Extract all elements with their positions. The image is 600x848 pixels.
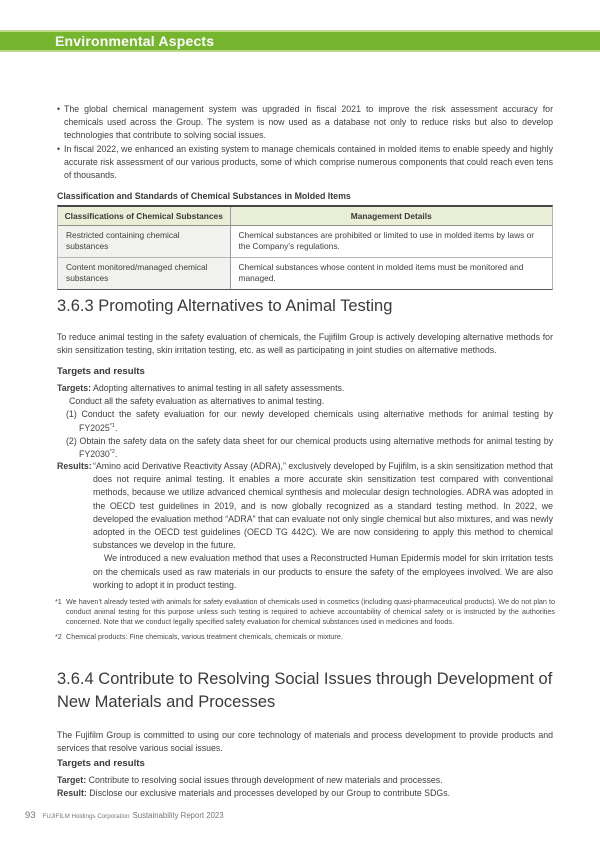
targets-text: Adopting alternatives to animal testing in all safety assessments. bbox=[93, 383, 345, 393]
footnote-ref-1: *1 bbox=[109, 422, 115, 429]
table-header-classifications: Classifications of Chemical Substances bbox=[58, 207, 230, 226]
section-header-title: Environmental Aspects bbox=[55, 33, 215, 49]
section-363-intro: To reduce animal testing in the safety evaluation of chemicals, the Fujifilm Group is actively developing alternative methods for skin sensitization testing, skin irritation testing, etc. as well as participating in joint studies on alternative methods. bbox=[57, 332, 553, 356]
section-header-bar bbox=[0, 30, 600, 52]
targets-item-1 bbox=[66, 408, 553, 434]
section-364-subheading: Targets and results bbox=[57, 758, 145, 769]
footnote-marker: *1 bbox=[55, 597, 62, 606]
footnote-text: Chemical products: Fine chemicals, various treatment chemicals, chemicals or mixture. bbox=[66, 632, 343, 641]
item-number: (2) bbox=[66, 435, 77, 446]
table-header-row bbox=[58, 207, 552, 226]
footnotes bbox=[55, 597, 555, 642]
table-cell-classification: Content monitored/managed chemical substances bbox=[58, 258, 230, 290]
section-363-targets bbox=[57, 382, 553, 461]
bullet-item bbox=[57, 143, 553, 183]
table-cell-details: Chemical substances are prohibited or limited to use in molded items by laws or the Company’s regulations. bbox=[238, 230, 535, 251]
chemical-substances-table bbox=[57, 205, 553, 290]
targets-label: Targets: bbox=[57, 383, 92, 393]
section-364-heading: 3.6.4 Contribute to Resolving Social Issues through Development of New Materials and Processes bbox=[57, 670, 553, 711]
footnote-marker: *2 bbox=[55, 632, 62, 641]
section-364-intro: The Fujifilm Group is committed to using our core technology of materials and process development to provide products and services that resolve various social issues. bbox=[57, 730, 553, 754]
bullet-text: In fiscal 2022, we enhanced an existing system to manage chemicals contained in molded items to enable speedy and highly accurate risk assessment of our various products, some of which comprise numerous components that could reach even tens of thousands. bbox=[64, 143, 553, 181]
bullet-icon: • bbox=[57, 143, 61, 154]
item-tail: . bbox=[114, 422, 118, 433]
footnote-1 bbox=[55, 597, 555, 627]
footnote-2 bbox=[55, 632, 555, 642]
section-363-heading: 3.6.3 Promoting Alternatives to Animal Testing bbox=[57, 297, 393, 315]
targets-line bbox=[57, 382, 553, 395]
results-label: Results: bbox=[57, 461, 92, 471]
target-line bbox=[57, 774, 553, 787]
targets-line: Conduct all the safety evaluation as alternatives to animal testing. bbox=[69, 396, 325, 407]
results-paragraph-1: “Amino acid Derivative Reactivity Assay (ADRA),” exclusively developed by Fujifilm, is a skin sensitization method that does not require animal testing. It enables a more accurate skin sensitization test compared with conventional methods, because we utilize advanced chemical synthesis and molecular design technologies. ADRA was adopted in the OECD test guidelines in 2019, and is now globally recognized as a standard testing method. In 2022, we developed the evaluation method “ADRA” that can evaluate not only single chemical but also mixtures, and was newly adopted in the OECD test guidelines (OECD TG 442C). We are now considering to apply this method to chemical substances we develop in the future. bbox=[93, 461, 553, 551]
table-row bbox=[58, 258, 552, 290]
footnote-text: We haven’t already tested with animals for safety evaluation of chemicals used in cosmetics (including quasi-pharmaceutical products). We do not plan to conduct animal testing for this purpose unless such testing is required to achieve accountability of chemical safety or is instructed by the authorities concerned. Note that we conduct legally specified safety evaluation for chemical substances used in medicines and foods. bbox=[66, 597, 555, 626]
table-title: Classification and Standards of Chemical Substances in Molded Items bbox=[57, 191, 351, 201]
bullet-icon: • bbox=[57, 104, 61, 114]
results-paragraph-2: We introduced a new evaluation method that uses a Reconstructed Human Epidermis model for skin irritation tests on the chemicals used as raw materials in our products to ensure the safety of the employees involved. We are also working to adopt it in product testing. bbox=[93, 553, 553, 590]
table-cell-details: Chemical substances whose content in molded items must be monitored and managed. bbox=[230, 258, 552, 290]
footnote-ref-2: *2 bbox=[109, 449, 115, 456]
footer-company-name: FUJIFILM Holdings Corporation bbox=[42, 813, 130, 820]
table-cell-classification: Restricted containing chemical substances bbox=[58, 226, 230, 258]
section-364-target-result bbox=[57, 774, 553, 800]
page-footer bbox=[25, 810, 224, 821]
section-363-subheading: Targets and results bbox=[57, 366, 145, 377]
bullet-text: The global chemical management system was upgraded in fiscal 2021 to improve the risk assessment accuracy for chemicals used across the Group. The system is now used as a database not only to reduce risks but also to develop technologies that contribute to solving social issues. bbox=[64, 104, 553, 141]
result-line bbox=[57, 787, 553, 800]
table-row bbox=[58, 226, 552, 258]
bullet-item bbox=[57, 103, 553, 143]
table-header-management: Management Details bbox=[230, 207, 552, 226]
result-label: Result: bbox=[57, 788, 87, 799]
results-body bbox=[93, 460, 553, 592]
page-number: 93 bbox=[25, 810, 36, 821]
item-number: (1) bbox=[66, 409, 77, 420]
result-text: Disclose our exclusive materials and processes developed by our Group to contribute SDGs. bbox=[86, 788, 451, 799]
target-label: Target: bbox=[57, 775, 87, 785]
footer-report-title: Sustainability Report 2023 bbox=[132, 811, 224, 820]
targets-item-2 bbox=[66, 435, 553, 461]
target-text: Contribute to resolving social issues through development of new materials and processes. bbox=[86, 775, 443, 785]
item-tail: . bbox=[114, 449, 118, 460]
item-text: Obtain the safety data on the safety data sheet for our chemical products using alternative methods for animal testing by FY2030 bbox=[76, 435, 553, 460]
chemical-management-bullets bbox=[57, 103, 553, 182]
item-text: Conduct the safety evaluation for our newly developed chemicals using alternative methods for animal testing by FY2025 bbox=[76, 409, 553, 433]
section-363-results bbox=[57, 460, 553, 592]
